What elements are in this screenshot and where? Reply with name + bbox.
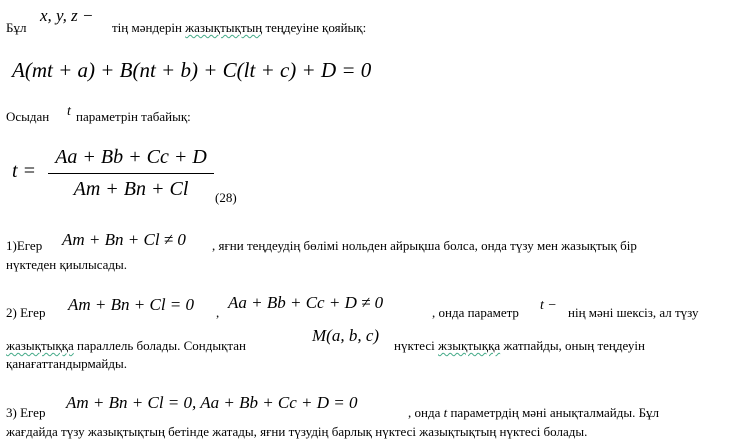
case2-mid: , онда параметр (432, 305, 519, 320)
case2-line2-d: жзықтыққа (438, 338, 501, 353)
case1-lead: 1)Егер (6, 238, 43, 253)
case2-condition-2: Aa + Bb + Cc + D ≠ 0 (228, 293, 384, 312)
case2-line2-c: нүктесі (394, 338, 439, 353)
case3-tail (408, 405, 659, 421)
case3-line2: жағдайда түзу жазықтықтың бетінде жатады, яғни түзудің барлық нүктесі жазықтықтың нүктесі болады. (6, 424, 588, 439)
case2-tail: нің мәні шексіз, ал түзу (568, 305, 699, 320)
case2-separator: , (216, 305, 220, 320)
case1-condition: Am + Bn + Cl ≠ 0 (62, 230, 186, 249)
equation-2-fraction (48, 146, 214, 201)
case3-tail-a: , онда (408, 405, 444, 420)
case2-line3: қанағаттандырмайды. (6, 356, 127, 371)
para1-vars: x, y, z − (40, 6, 94, 25)
para1-tail-c: теңдеуіне қояйық: (262, 20, 367, 35)
para1-tail (112, 20, 366, 36)
case2-point: M(a, b, c) (312, 326, 380, 345)
fraction-bar (48, 173, 214, 174)
equation-2-lhs: t = (12, 160, 37, 182)
case3-condition: Am + Bn + Cl = 0, Aa + Bb + Cc + D = 0 (66, 393, 358, 412)
case2-condition-1: Am + Bn + Cl = 0 (68, 295, 195, 314)
case3-tail-b: параметрдің мәні анықталмайды. Бұл (447, 405, 660, 420)
case2-line2-a: жазықтыққа (6, 338, 74, 353)
equation-2-number: (28) (215, 190, 237, 205)
case1-line2: нүктеден қиылысады. (6, 257, 127, 272)
case2-line2-start (6, 338, 246, 354)
case2-line2-b: параллель болады. Сондықтан (73, 338, 246, 353)
case2-line2-end (394, 338, 645, 354)
para1-tail-a: тің мәндерін (112, 20, 186, 35)
equation-2-numerator: Aa + Bb + Cc + D (55, 146, 207, 168)
para1-tail-b: жазықтықтың (185, 20, 263, 35)
case3-var: t (443, 405, 448, 420)
case2-lead: 2) Егер (6, 305, 46, 320)
case2-line2-e: жатпайды, оның теңдеуін (500, 338, 645, 353)
case1-tail: , яғни теңдеудің бөлімі нольден айрықша болса, онда түзу мен жазықтық бір (212, 238, 637, 253)
equation-1: A(mt + a) + B(nt + b) + C(lt + c) + D = 0 (12, 58, 372, 82)
para1-line (6, 20, 26, 36)
case2-var: t − (540, 298, 557, 313)
equation-2-denominator: Am + Bn + Cl (73, 178, 189, 200)
para2-lead: Осыдан (6, 109, 50, 124)
para2-var: t (67, 104, 71, 119)
para2-tail: параметрін табайық: (76, 109, 191, 124)
case3-lead: 3) Егер (6, 405, 46, 420)
para1-lead: Бұл (6, 20, 27, 35)
